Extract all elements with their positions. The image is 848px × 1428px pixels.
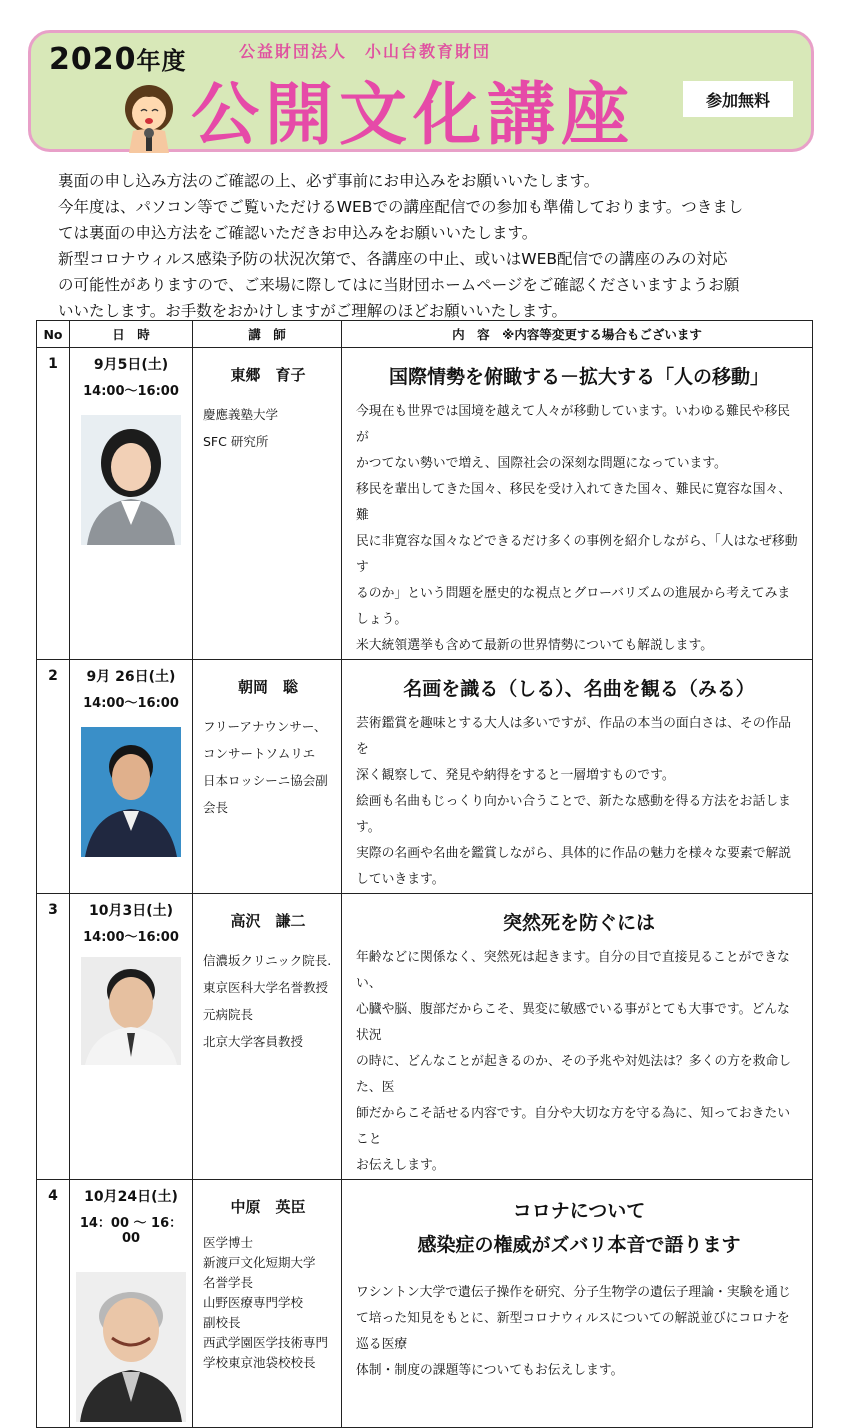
affiliation-line: 副校長 (203, 1315, 241, 1330)
lecturer-photo (76, 1272, 186, 1422)
affiliation-line: 西武学園医学技術専門 (203, 1335, 329, 1350)
title-line: コロナについて (512, 1200, 646, 1222)
lecture-date: 10月24日(土) (84, 1189, 178, 1205)
description-line: るのか」という問題を歴史的な視点とグローバリズムの進展から考えてみましょう。 (356, 586, 791, 627)
content-cell (342, 660, 813, 894)
page-title: 公開文化講座 (191, 76, 636, 155)
description-line: 絵画も名曲もじっくり向かい合うことで、新たな感動を得る方法をお話します。 (356, 794, 791, 835)
header-lecturer: 講 師 (193, 321, 342, 348)
lecture-description (356, 399, 802, 659)
lecture-time: 14：00 ～ 16：00 (79, 1216, 183, 1246)
intro-line: 新型コロナウィルス感染予防の状況次第で、各講座の中止、或いはWEB配信での講座のみの対応 (58, 250, 728, 268)
lecture-description (356, 945, 802, 1179)
lecture-title: 国際情勢を俯瞰する－拡大する「人の移動」 (388, 366, 769, 388)
date-cell (70, 348, 193, 660)
header-date: 日 時 (70, 321, 193, 348)
lecturer-cell (193, 894, 342, 1180)
lecturer-affiliation (203, 401, 333, 455)
row-number: 2 (37, 660, 70, 894)
lecturer-photo (81, 727, 181, 857)
affiliation-line: 新渡戸文化短期大学 (203, 1255, 316, 1270)
description-line: て培った知見をもとに、新型コロナウィルスについての解説並びにコロナを巡る医療 (356, 1311, 790, 1352)
lecture-time: 14:00～16:00 (83, 696, 179, 711)
row-number: 3 (37, 894, 70, 1180)
intro-line: の可能性がありますので、ご来場に際してはに当財団ホームページをご確認くださいますようお願 (58, 276, 740, 294)
row-number: 1 (37, 348, 70, 660)
table-row (37, 660, 813, 894)
affiliation-line: コンサートソムリエ (203, 746, 316, 761)
description-line: していきます。 (356, 872, 445, 887)
description-line: 心臓や脳、腹部だからこそ、異変に敏感でいる事がとても大事です。どんな状況 (356, 1002, 790, 1043)
lecture-title (356, 1194, 802, 1262)
description-line: 民に非寛容な国々などできるだけ多くの事例を紹介しながら、「人はなぜ移動す (356, 534, 798, 575)
header-no: No (37, 321, 70, 348)
lecture-time: 14:00～16:00 (83, 384, 179, 399)
intro-text (58, 168, 818, 324)
lecturer-affiliation (203, 947, 333, 1055)
lecture-time: 14:00～16:00 (83, 930, 179, 945)
year-label (49, 41, 187, 77)
header-banner (28, 30, 814, 155)
description-line: お伝えします。 (356, 1158, 445, 1173)
table-row (37, 348, 813, 660)
description-line: 実際の名画や名曲を鑑賞しながら、具体的に作品の魅力を様々な要素で解説 (356, 846, 792, 861)
lecture-description (356, 711, 802, 893)
intro-line: ては裏面の申込方法をご確認いただきお申込みをお願いいたします。 (58, 224, 538, 242)
affiliation-line: 医学博士 (203, 1235, 254, 1250)
date-cell (70, 894, 193, 1180)
year-number: 2020 (49, 42, 137, 77)
affiliation-line: フリーアナウンサー、 (203, 719, 327, 734)
description-line: かつてない勢いで増え、国際社会の深刻な問題になっています。 (356, 456, 727, 471)
lecture-date: 9月 26日(土) (86, 669, 176, 685)
description-line: 年齢などに関係なく、突然死は起きます。自分の目で直接見ることができない、 (356, 950, 790, 991)
date-cell (70, 1180, 193, 1428)
lecturer-cell (193, 1180, 342, 1428)
lecture-title: 突然死を防ぐには (502, 912, 655, 934)
lecture-description (356, 1280, 802, 1384)
table-header-row (37, 321, 813, 348)
description-line: の時に、どんなことが起きるのか、その予兆や対処法は？多くの方を救命した、医 (356, 1054, 792, 1095)
affiliation-line: SFC 研究所 (203, 434, 269, 449)
content-cell (342, 348, 813, 660)
lecturer-name: 朝岡 聡 (237, 678, 298, 696)
year-suffix: 年度 (136, 47, 187, 75)
description-line: ワシントン大学で遺伝子操作を研究、分子生物学の遺伝子理論・実験を通じ (356, 1285, 791, 1300)
affiliation-line: 学校東京池袋校校長 (203, 1355, 316, 1370)
affiliation-line: 日本ロッシーニ協会副 (203, 773, 328, 788)
header-content: 内 容 ※内容等変更する場合もございます (342, 321, 813, 348)
lecture-title: 名画を識る（しる）、名曲を観る（みる） (403, 678, 755, 700)
description-line: 師だからこそ話せる内容です。自分や大切な方を守る為に、知っておきたいこと (356, 1106, 791, 1147)
description-line: 深く観察して、発見や納得をすると一層増すものです。 (356, 768, 675, 783)
title-line: 感染症の権威がズバリ本音で語ります (417, 1234, 741, 1256)
mascot-girl-icon (119, 81, 179, 153)
lecturer-affiliation (203, 1233, 333, 1373)
intro-line: 裏面の申し込み方法のご確認の上、必ず事前にお申込みをお願いいたします。 (58, 172, 600, 190)
affiliation-line: 信濃坂クリニック院長. (203, 953, 332, 968)
lecturer-photo (81, 957, 181, 1065)
description-line: 芸術鑑賞を趣味とする大人は多いですが、作品の本当の面白さは、その作品を (356, 716, 792, 757)
affiliation-line: 東京医科大学名誉教授 (203, 980, 329, 995)
foundation-name: 公益財団法人 小山台教育財団 (239, 42, 492, 61)
affiliation-line: 慶應義塾大学 (203, 407, 279, 422)
lecturer-name: 中原 英臣 (230, 1198, 306, 1216)
affiliation-line: 北京大学客員教授 (203, 1034, 304, 1049)
lecture-date: 9月5日(土) (93, 357, 169, 373)
lecturer-cell (193, 660, 342, 894)
intro-line: 今年度は、パソコン等でご覧いただけるWEBでの講座配信での参加も準備しております。つきまし (58, 198, 744, 216)
content-cell (342, 894, 813, 1180)
description-line: 移民を輩出してきた国々、移民を受け入れてきた国々、難民に寛容な国々、難 (356, 482, 792, 523)
free-admission-badge: 参加無料 (683, 81, 793, 117)
description-line: 米大統領選挙も含めて最新の世界情勢についても解説します。 (356, 638, 714, 653)
lecturer-name: 東郷 育子 (230, 366, 306, 384)
lecturer-name: 高沢 謙二 (230, 912, 306, 930)
lecture-date: 10月3日(土) (88, 903, 174, 919)
lecture-table (36, 320, 813, 1428)
row-number: 4 (37, 1180, 70, 1428)
description-line: 体制・制度の課題等についてもお伝えします。 (356, 1363, 624, 1378)
lecturer-photo (81, 415, 181, 545)
lecturer-affiliation (203, 713, 333, 821)
description-line: 今現在も世界では国境を越えて人々が移動しています。いわゆる難民や移民が (356, 404, 791, 445)
content-cell (342, 1180, 813, 1428)
table-row (37, 1180, 813, 1428)
lecturer-cell (193, 348, 342, 660)
affiliation-line: 名誉学長 (203, 1275, 254, 1290)
date-cell (70, 660, 193, 894)
affiliation-line: 山野医療専門学校 (203, 1295, 304, 1310)
affiliation-line: 会長 (203, 800, 229, 815)
table-row (37, 894, 813, 1180)
affiliation-line: 元病院長 (203, 1007, 254, 1022)
intro-line: いいたします。お手数をおかけしますがご理解のほどお願いいたします。 (58, 302, 568, 320)
